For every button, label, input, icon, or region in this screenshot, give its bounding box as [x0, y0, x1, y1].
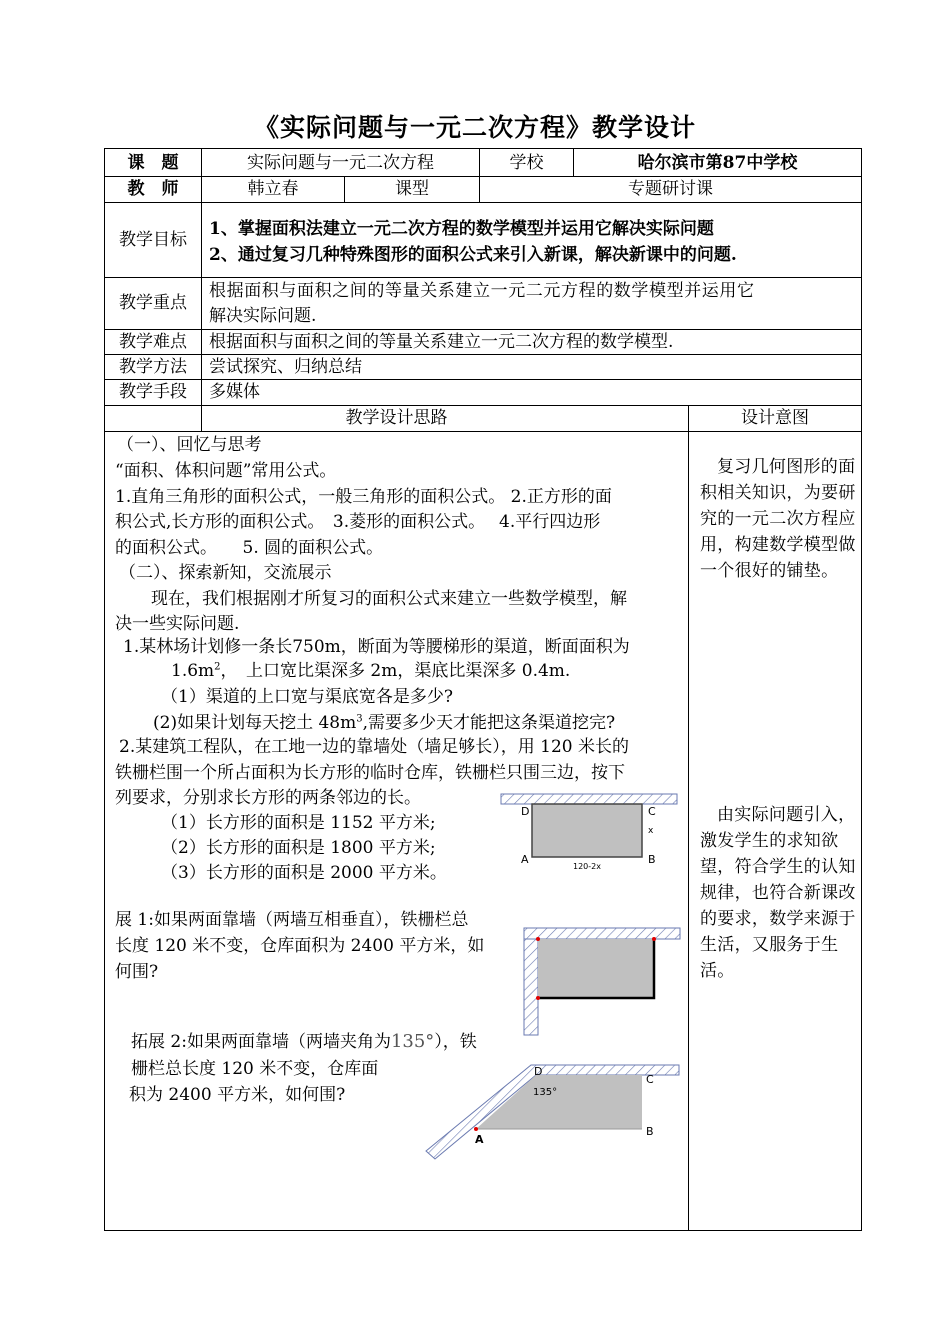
design-line: （1）渠道的上口宽与渠底宽各是多少? [161, 687, 453, 707]
fig1-label-x: x [648, 826, 654, 836]
design-line: （3）长方形的面积是 2000 平方米。 [161, 863, 447, 883]
design-line: 栅栏总长度 120 米不变，仓库面 [131, 1059, 379, 1079]
design-line: 2.某建筑工程队，在工地一边的靠墙处（墙足够长），用 120 米长的 [119, 737, 629, 757]
design-line: 拓展 2:如果两面靠墙（两墙夹角为135°），铁 [131, 1031, 477, 1052]
topic-value: 实际问题与一元二次方程 [247, 152, 434, 173]
goal-line-2: 2、通过复习几种特殊图形的面积公式来引入新课，解决新课中的问题. [209, 245, 737, 265]
fig3-label-b: B [646, 1125, 654, 1138]
difficulty-label: 教学难点 [119, 331, 187, 352]
design-line: 展 1:如果两面靠墙（两墙互相垂直），铁栅栏总 [115, 910, 469, 930]
key-line-1: 根据面积与面积之间的等量关系建立一元二元方程的数学模型并运用它 [209, 281, 755, 301]
school-value: 哈尔滨市第87中学校 [637, 152, 798, 173]
key-label: 教学重点 [119, 293, 187, 313]
design-header: 教学设计思路 [345, 408, 448, 428]
design-line: (2)如果计划每天挖土 $48m^3$,需要多少天才能把这条渠道挖完? [153, 713, 616, 733]
key-line-2: 解决实际问题. [209, 306, 317, 326]
intent-header: 设计意图 [741, 408, 809, 428]
means-value: 多媒体 [209, 382, 260, 402]
topic-label: 课 题 [127, 152, 179, 173]
fig1-label-d: D [521, 805, 530, 818]
warehouse-two-walls-figure [520, 925, 686, 1039]
warehouse-135-degree-figure [421, 1061, 687, 1171]
fig3-angle: 135° [533, 1087, 558, 1098]
lesson-plan-table [104, 148, 862, 1231]
type-value: 专题研讨课 [628, 179, 713, 199]
method-label: 教学方法 [119, 356, 187, 377]
means-label: 教学手段 [119, 382, 187, 402]
fig1-label-a: A [521, 853, 529, 866]
design-line: （一）、回忆与思考 [117, 435, 262, 455]
difficulty-value: 根据面积与面积之间的等量关系建立一元二次方程的数学模型. [209, 331, 674, 352]
fig3-label-a: A [475, 1133, 484, 1146]
design-line: 积为 2400 平方米，如何围? [129, 1085, 346, 1105]
fig1-label-base: 120-2x [573, 862, 601, 871]
page-title: 《实际问题与一元二次方程》教学设计 [253, 113, 696, 142]
warehouse-one-wall-figure [497, 791, 687, 871]
design-line: $1.6m^2$， 上口宽比渠深多 2m，渠底比渠深多 0.4m. [171, 661, 571, 681]
design-line: 1.直角三角形的面积公式，一般三角形的面积公式。 2.正方形的面 [115, 487, 612, 507]
design-line: 决一些实际问题. [115, 614, 240, 634]
design-line: （1）长方形的面积是 1152 平方米; [161, 813, 436, 833]
design-line: 的面积公式。 5. 圆的面积公式。 [115, 538, 384, 558]
type-label: 课型 [395, 179, 429, 199]
teacher-value: 韩立春 [247, 179, 299, 199]
fig3-label-c: C [646, 1073, 654, 1086]
design-line: 1.某林场计划修一条长750m，断面为等腰梯形的渠道，断面面积为 [123, 637, 630, 657]
method-value: 尝试探究、归纳总结 [209, 356, 362, 377]
intent-text-2: 由实际问题引入，激发学生的求知欲望，符合学生的认知规律，也符合新课改的要求，数学来源于生活，又服务于生活。 [700, 805, 856, 981]
design-line: 积公式,长方形的面积公式。 3.菱形的面积公式。 4.平行四边形 [115, 512, 601, 532]
teacher-label: 教 师 [127, 179, 179, 199]
fig1-label-b: B [648, 853, 656, 866]
design-line: （二）、探索新知，交流展示 [119, 563, 332, 583]
design-line: 列要求，分别求长方形的两条邻边的长。 [115, 788, 421, 808]
design-line: （2）长方形的面积是 1800 平方米; [161, 838, 436, 858]
design-line: 现在，我们根据刚才所复习的面积公式来建立一些数学模型，解 [151, 589, 627, 609]
design-line: 长度 120 米不变，仓库面积为 2400 平方米，如 [115, 936, 485, 956]
design-line: “面积、体积问题”常用公式。 [115, 461, 337, 481]
intent-text-1: 复习几何图形的面积相关知识，为要研究的一元二次方程应用，构建数学模型做一个很好的铺垫。 [700, 457, 856, 581]
design-line: 铁栅栏围一个所占面积为长方形的临时仓库，铁栅栏只围三边，按下 [115, 763, 625, 783]
goal-line-1: 1、掌握面积法建立一元二次方程的数学模型并运用它解决实际问题 [209, 219, 714, 239]
goal-label: 教学目标 [119, 229, 187, 250]
design-line: 何围? [115, 962, 159, 982]
fig1-label-c: C [648, 805, 656, 818]
school-label: 学校 [509, 152, 544, 173]
fig3-label-d: D [534, 1065, 543, 1078]
